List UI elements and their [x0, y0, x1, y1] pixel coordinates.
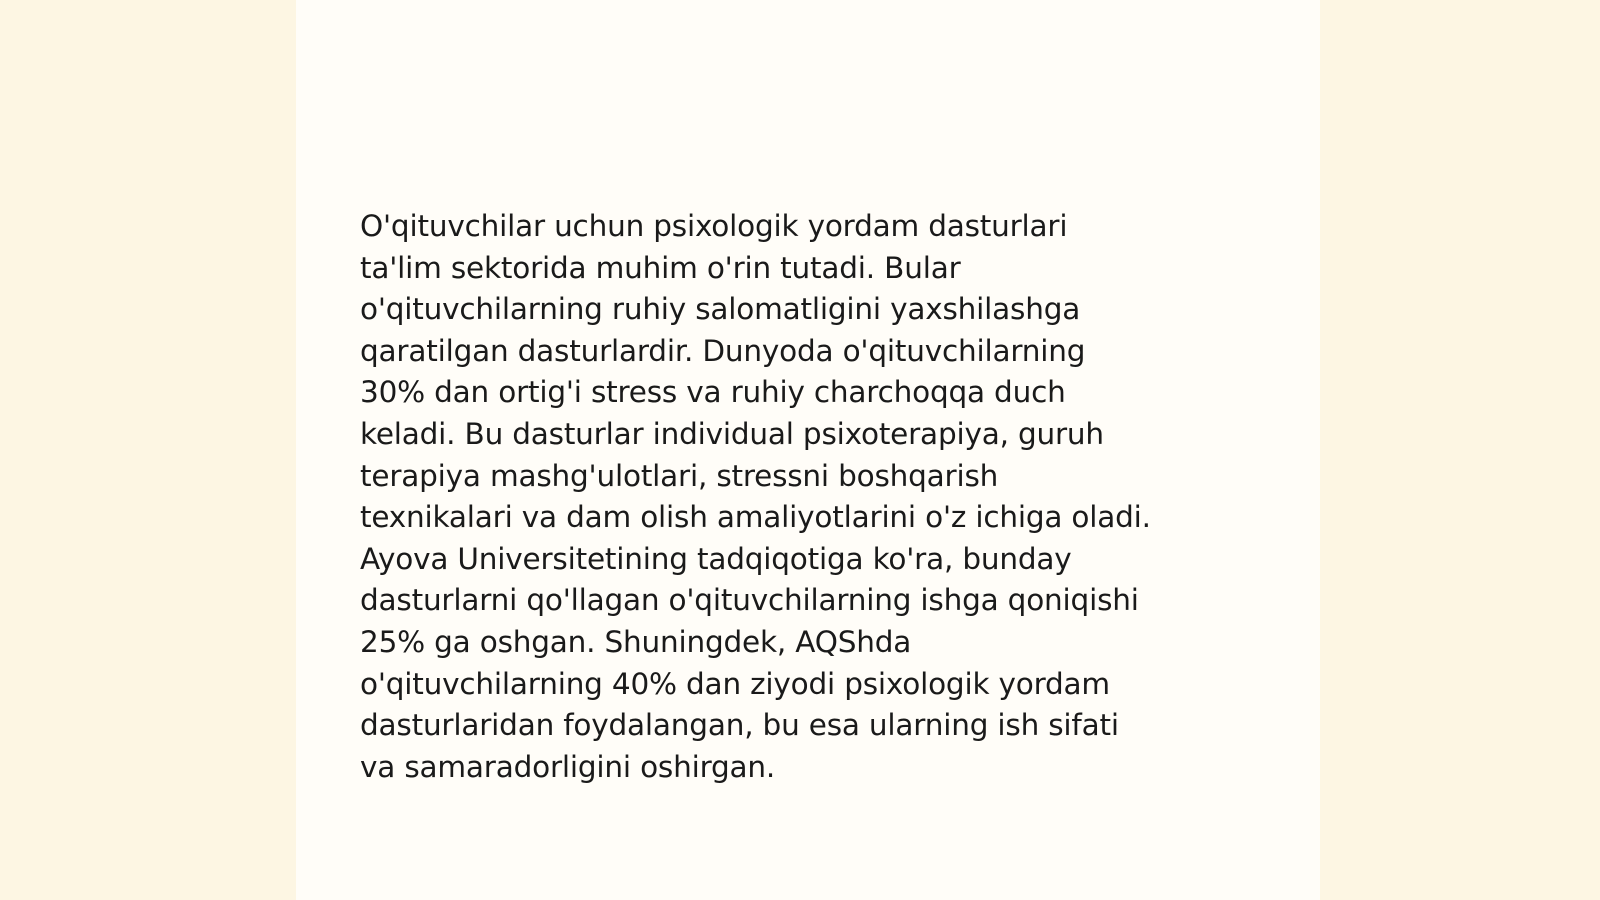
slide [296, 0, 1320, 900]
body-text-line: ta'lim sektorida muhim o'rin tutadi. Bular [360, 250, 961, 285]
body-text-line: o'qituvchilarning 40% dan ziyodi psixologik yordam [360, 666, 1110, 701]
slide-body-text [360, 206, 1260, 788]
body-text-line: 30% dan ortig'i stress va ruhiy charchoqqa duch [360, 375, 1066, 410]
body-text-line: qaratilgan dasturlardir. Dunyoda o'qituvchilarning [360, 333, 1086, 368]
body-text-line: dasturlarni qo'llagan o'qituvchilarning ishga qoniqishi [360, 583, 1139, 618]
body-text-line: 25% ga oshgan. Shuningdek, AQShda [360, 624, 912, 659]
body-text-line: keladi. Bu dasturlar individual psixoterapiya, guruh [360, 416, 1104, 451]
body-text-line: o'qituvchilarning ruhiy salomatligini yaxshilashga [360, 292, 1081, 327]
body-text-line: Ayova Universitetining tadqiqotiga ko'ra, bunday [360, 541, 1072, 576]
body-text-line: terapiya mashg'ulotlari, stressni boshqarish [360, 458, 999, 493]
body-text-line: dasturlaridan foydalangan, bu esa ularning ish sifati [360, 708, 1119, 743]
body-text-line: va samaradorligini oshirgan. [360, 749, 776, 784]
body-text-line: texnikalari va dam olish amaliyotlarini o'z ichiga oladi. [360, 500, 1151, 535]
body-text-line: O'qituvchilar uchun psixologik yordam dasturlari [360, 209, 1068, 243]
